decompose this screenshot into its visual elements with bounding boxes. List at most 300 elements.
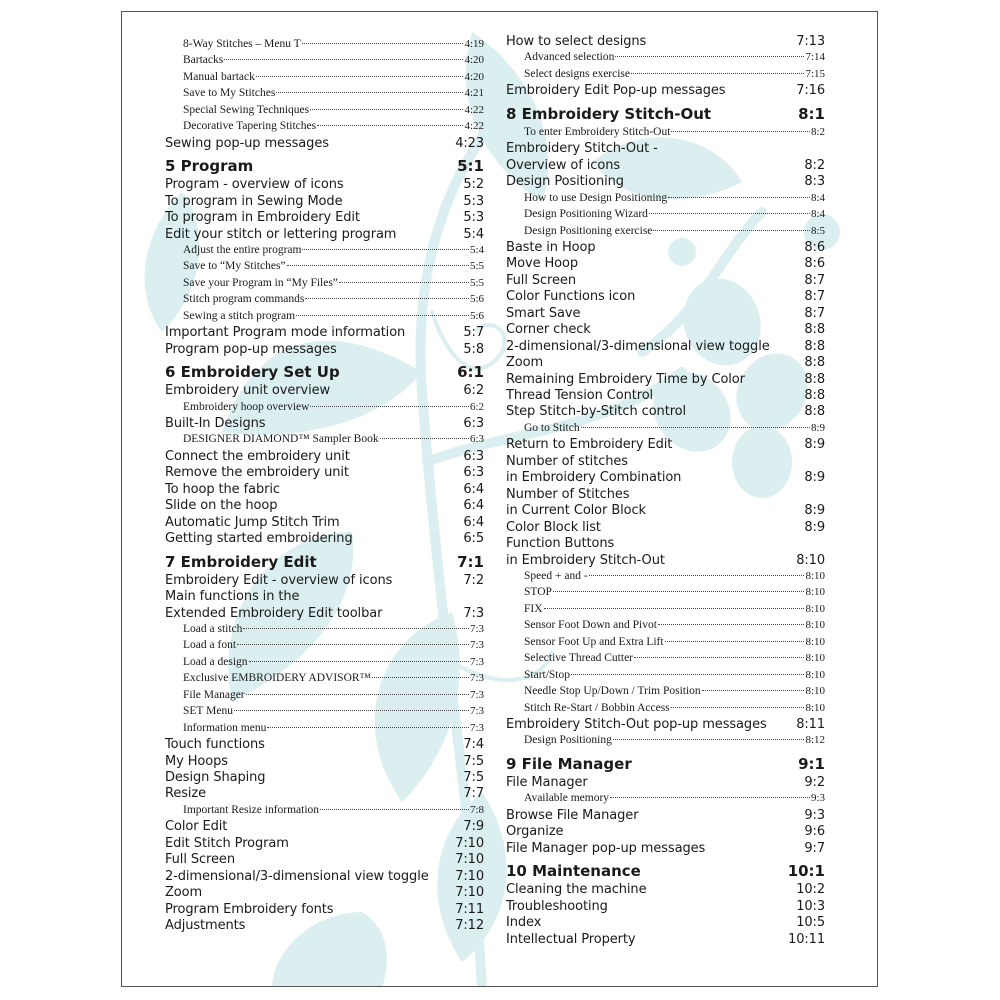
toc-entry[interactable] — [506, 338, 825, 355]
toc-subentry[interactable] — [183, 36, 484, 53]
toc-page-number: 4:20 — [464, 54, 484, 67]
toc-entry-title: Slide on the hoop — [165, 498, 278, 514]
toc-entry[interactable] — [506, 774, 825, 791]
toc-subentry[interactable] — [183, 654, 484, 671]
toc-leader-dots — [234, 710, 469, 711]
toc-entry[interactable] — [506, 823, 825, 840]
toc-page-number: 7:3 — [469, 672, 484, 685]
toc-page-number: 10:5 — [796, 915, 825, 931]
toc-entry-title: Function Buttons — [506, 536, 615, 552]
toc-subentry[interactable] — [183, 85, 484, 102]
toc-entry[interactable] — [165, 135, 484, 152]
toc-entry[interactable] — [506, 387, 825, 404]
toc-entry[interactable] — [506, 33, 825, 50]
toc-entry[interactable] — [506, 403, 825, 420]
toc-page — [121, 11, 878, 987]
toc-leader-dots — [302, 249, 468, 250]
toc-subentry[interactable] — [524, 206, 825, 223]
toc-entry-title: 7 Embroidery Edit — [165, 552, 317, 571]
toc-page-number: 6:2 — [469, 400, 484, 413]
toc-leader-dots — [276, 92, 463, 93]
toc-entry-title: SET Menu — [183, 705, 233, 718]
toc-leader-dots — [287, 265, 469, 266]
toc-page-number: 8:3 — [804, 174, 825, 190]
toc-page-number: 6:2 — [463, 383, 484, 399]
toc-page-number: 7:3 — [469, 721, 484, 734]
toc-subentry[interactable] — [183, 118, 484, 135]
toc-subentry[interactable] — [183, 687, 484, 704]
toc-leader-dots — [310, 109, 463, 110]
toc-page-number: 6:1 — [457, 363, 484, 382]
toc-entry-title: 10 Maintenance — [506, 862, 641, 881]
toc-entry[interactable] — [506, 502, 825, 519]
toc-entry-title: Program Embroidery fonts — [165, 901, 334, 917]
toc-page-number: 5:5 — [469, 276, 484, 289]
toc-subentry[interactable] — [524, 420, 825, 437]
toc-entry-title: Load a font — [183, 639, 237, 652]
toc-entry-title: Embroidery unit overview — [165, 383, 331, 399]
toc-page-number: 5:6 — [469, 293, 484, 306]
toc-page-number: 8:10 — [805, 668, 825, 681]
toc-subentry[interactable] — [524, 124, 825, 141]
toc-entry-title: Bartacks — [183, 54, 224, 67]
toc-entry-title: Embroidery Edit Pop-up messages — [506, 83, 726, 99]
toc-page-number: 8:9 — [804, 437, 825, 453]
toc-entry[interactable] — [165, 736, 484, 753]
toc-page-number: 10:11 — [788, 931, 825, 947]
toc-entry-title: Information menu — [183, 721, 267, 734]
toc-leader-dots — [615, 56, 804, 57]
toc-page-number: 7:16 — [796, 83, 825, 99]
toc-subentry[interactable] — [524, 650, 825, 667]
toc-page-number: 8:10 — [805, 635, 825, 648]
toc-entry-title: Sewing a stitch program — [183, 309, 296, 322]
toc-entry-title: Save your Program in “My Files” — [183, 276, 338, 289]
toc-page-number: 5:7 — [463, 325, 484, 341]
toc-leader-dots — [634, 657, 804, 658]
toc-page-number: 9:1 — [798, 754, 825, 773]
toc-entry[interactable] — [506, 807, 825, 824]
toc-entry-title: Manual bartack — [183, 70, 255, 83]
toc-entry-title: Load a design — [183, 655, 248, 668]
toc-entry-title: Full Screen — [165, 852, 235, 868]
toc-page-number: 8:8 — [804, 404, 825, 420]
toc-entry[interactable] — [165, 209, 484, 226]
toc-entry-title: Smart Save — [506, 305, 581, 321]
toc-entry[interactable] — [165, 851, 484, 868]
toc-entry[interactable] — [165, 588, 484, 605]
toc-entry[interactable] — [506, 82, 825, 99]
toc-entry[interactable] — [165, 530, 484, 547]
toc-entry-title: Save to My Stitches — [183, 87, 276, 100]
toc-subentry[interactable] — [183, 703, 484, 720]
toc-entry-title: Remove the embroidery unit — [165, 465, 349, 481]
toc-entry[interactable] — [506, 140, 825, 157]
toc-leader-dots — [305, 298, 469, 299]
toc-entry-title: Program - overview of icons — [165, 177, 344, 193]
toc-entry[interactable] — [165, 769, 484, 786]
toc-page-number: 7:13 — [796, 34, 825, 49]
toc-entry-title: Move Hoop — [506, 256, 579, 272]
toc-entry-title: Index — [506, 915, 542, 931]
toc-entry-title: Zoom — [165, 885, 203, 901]
toc-entry-title: Sensor Foot Down and Pivot — [524, 619, 657, 632]
toc-entry-title: Embroidery Stitch-Out pop-up messages — [506, 717, 767, 732]
toc-entry[interactable] — [165, 605, 484, 622]
toc-leader-dots — [302, 43, 464, 44]
toc-page-number: 4:22 — [464, 120, 484, 133]
toc-page-number: 9:6 — [804, 824, 825, 840]
toc-entry[interactable] — [165, 481, 484, 498]
toc-leader-dots — [649, 213, 810, 214]
toc-entry-title: 8-Way Stitches – Menu T — [183, 38, 301, 50]
toc-page-number: 6:4 — [463, 498, 484, 514]
toc-page-number: 8:9 — [804, 470, 825, 486]
toc-entry-title: Stitch Re-Start / Bobbin Access — [524, 701, 670, 714]
toc-subentry[interactable] — [524, 66, 825, 83]
toc-page-number: 7:8 — [469, 803, 484, 816]
toc-subentry[interactable] — [183, 102, 484, 119]
toc-leader-dots — [589, 575, 805, 576]
toc-entry-title: My Hoops — [165, 753, 228, 769]
toc-subentry[interactable] — [183, 802, 484, 819]
toc-leader-dots — [224, 59, 463, 60]
toc-entry[interactable] — [506, 321, 825, 338]
toc-leader-dots — [237, 644, 469, 645]
toc-section-heading[interactable] — [506, 104, 825, 124]
toc-entry[interactable] — [165, 497, 484, 514]
toc-page-number: 8:10 — [805, 685, 825, 698]
toc-page-number: 8:10 — [805, 701, 825, 714]
toc-entry[interactable] — [165, 785, 484, 802]
toc-page-number: 9:3 — [804, 807, 825, 823]
toc-leader-dots — [249, 661, 469, 662]
toc-page-number: 7:3 — [469, 688, 484, 701]
toc-entry-title: 8 Embroidery Stitch-Out — [506, 104, 712, 123]
toc-entry[interactable] — [506, 255, 825, 272]
toc-page-number: 8:10 — [805, 602, 825, 615]
toc-page-number: 6:3 — [463, 448, 484, 464]
toc-entry-title: 9 File Manager — [506, 754, 632, 773]
toc-entry[interactable] — [506, 157, 825, 174]
toc-subentry[interactable] — [183, 242, 484, 259]
toc-page-number: 8:10 — [805, 586, 825, 599]
toc-entry-title: 2-dimensional/3-dimensional view toggle — [506, 338, 770, 354]
toc-entry-title: Go to Stitch — [524, 421, 580, 434]
toc-leader-dots — [665, 641, 805, 642]
toc-entry-title: Step Stitch-by-Stitch control — [506, 404, 687, 420]
toc-section-heading[interactable] — [165, 362, 484, 382]
toc-entry-title: Baste in Hoop — [506, 239, 596, 255]
toc-entry-title: Sewing pop-up messages — [165, 135, 329, 151]
toc-entry[interactable] — [165, 193, 484, 210]
toc-entry-title: FIX — [524, 602, 543, 615]
toc-page-number: 4:19 — [464, 38, 484, 50]
toc-subentry[interactable] — [183, 291, 484, 308]
toc-entry-title: Design Positioning — [524, 734, 612, 747]
toc-page-number: 10:2 — [796, 882, 825, 898]
toc-entry[interactable] — [506, 436, 825, 453]
toc-page-number: 8:11 — [796, 717, 825, 732]
toc-page-number: 10:3 — [796, 898, 825, 914]
toc-page-number: 7:9 — [463, 819, 484, 835]
toc-page-number: 7:12 — [455, 918, 484, 934]
toc-entry[interactable] — [165, 818, 484, 835]
toc-subentry[interactable] — [524, 667, 825, 684]
toc-page-number: 7:10 — [455, 868, 484, 884]
toc-subentry[interactable] — [183, 670, 484, 687]
toc-entry-title: Browse File Manager — [506, 807, 639, 823]
toc-entry-title: Exclusive EMBROIDERY ADVISOR™ — [183, 672, 371, 685]
toc-page-number: 7:10 — [455, 885, 484, 901]
toc-page-number: 8:8 — [804, 355, 825, 371]
toc-entry[interactable] — [165, 514, 484, 531]
toc-entry-title: Edit Stitch Program — [165, 835, 289, 851]
toc-entry[interactable] — [506, 371, 825, 388]
toc-leader-dots — [668, 197, 810, 198]
toc-entry-title: Program pop-up messages — [165, 341, 337, 357]
toc-entry-title: Number of Stitches — [506, 486, 630, 502]
toc-entry-title: Special Sewing Techniques — [183, 103, 310, 116]
toc-subentry[interactable] — [524, 568, 825, 585]
toc-entry-title: File Manager pop-up messages — [506, 840, 706, 856]
toc-page-number: 8:8 — [804, 388, 825, 403]
toc-entry-title: Intellectual Property — [506, 931, 636, 947]
toc-page-number: 7:3 — [469, 705, 484, 718]
toc-entry[interactable] — [506, 288, 825, 305]
toc-page-number: 6:5 — [463, 531, 484, 547]
toc-subentry[interactable] — [183, 637, 484, 654]
toc-page-number: 7:3 — [469, 639, 484, 652]
toc-entry[interactable] — [165, 464, 484, 481]
toc-entry-title: Main functions in the — [165, 589, 300, 605]
toc-subentry[interactable] — [183, 69, 484, 86]
toc-page-number: 7:3 — [469, 655, 484, 668]
toc-subentry[interactable] — [524, 584, 825, 601]
toc-subentry[interactable] — [183, 258, 484, 275]
toc-entry-title: Remaining Embroidery Time by Color — [506, 371, 745, 387]
toc-entry-title: Embroidery hoop overview — [183, 400, 310, 413]
toc-subentry[interactable] — [524, 790, 825, 807]
toc-entry[interactable] — [506, 173, 825, 190]
toc-page-number: 8:6 — [804, 239, 825, 255]
toc-entry-title: Color Block list — [506, 519, 601, 535]
toc-page-number: 8:8 — [804, 338, 825, 354]
toc-entry-title: File Manager — [183, 688, 245, 701]
toc-entry[interactable] — [165, 415, 484, 432]
toc-subentry[interactable] — [183, 308, 484, 325]
toc-entry[interactable] — [165, 176, 484, 193]
toc-page-number: 8:9 — [810, 421, 825, 434]
toc-subentry[interactable] — [183, 431, 484, 448]
toc-entry[interactable] — [506, 535, 825, 552]
toc-leader-dots — [544, 608, 805, 609]
toc-page-number: 7:15 — [805, 67, 825, 80]
toc-page-number: 4:20 — [464, 70, 484, 83]
toc-page-number: 8:8 — [804, 322, 825, 338]
toc-leader-dots — [553, 591, 805, 592]
toc-entry[interactable] — [506, 453, 825, 470]
toc-subentry[interactable] — [524, 617, 825, 634]
toc-entry-title: Color Edit — [165, 819, 228, 835]
toc-entry-title: Start/Stop — [524, 668, 571, 681]
toc-entry-title: How to use Design Positioning — [524, 191, 668, 204]
toc-entry[interactable] — [165, 448, 484, 465]
toc-subentry[interactable] — [183, 621, 484, 638]
toc-entry[interactable] — [165, 226, 484, 243]
toc-entry-title: Speed + and - — [524, 569, 588, 582]
toc-page-number: 5:6 — [469, 309, 484, 322]
toc-entry[interactable] — [506, 354, 825, 371]
toc-page-number: 8:9 — [804, 519, 825, 535]
toc-section-heading[interactable] — [506, 861, 825, 881]
toc-page-number: 8:5 — [810, 224, 825, 237]
toc-entry[interactable] — [506, 881, 825, 898]
toc-entry-title: Selective Thread Cutter — [524, 652, 633, 665]
toc-section-heading[interactable] — [165, 552, 484, 572]
toc-page-number: 4:21 — [464, 87, 484, 100]
toc-page-number: 7:1 — [457, 552, 484, 571]
toc-leader-dots — [702, 690, 805, 691]
toc-entry-title: in Embroidery Stitch-Out — [506, 552, 665, 568]
toc-page-number: 8:2 — [804, 157, 825, 173]
toc-subentry[interactable] — [183, 399, 484, 416]
toc-subentry[interactable] — [524, 683, 825, 700]
toc-leader-dots — [671, 707, 805, 708]
toc-page-number: 7:10 — [455, 835, 484, 851]
toc-entry[interactable] — [506, 469, 825, 486]
toc-entry[interactable] — [165, 884, 484, 901]
toc-subentry[interactable] — [524, 634, 825, 651]
toc-entry-title: Color Functions icon — [506, 289, 636, 305]
toc-entry[interactable] — [506, 239, 825, 256]
toc-page-number: 7:7 — [463, 786, 484, 802]
toc-subentry[interactable] — [524, 223, 825, 240]
toc-page-number: 7:3 — [463, 605, 484, 621]
toc-page-number: 7:4 — [463, 737, 484, 753]
toc-subentry[interactable] — [183, 275, 484, 292]
toc-subentry[interactable] — [183, 720, 484, 737]
toc-leader-dots — [671, 131, 810, 132]
toc-entry-title: Troubleshooting — [506, 898, 608, 914]
toc-section-heading[interactable] — [165, 156, 484, 176]
toc-subentry[interactable] — [524, 190, 825, 207]
toc-page-number: 4:23 — [455, 135, 484, 151]
toc-page-number: 5:2 — [463, 177, 484, 193]
toc-subentry[interactable] — [524, 700, 825, 717]
toc-entry[interactable] — [165, 901, 484, 918]
toc-entry[interactable] — [165, 917, 484, 934]
toc-entry[interactable] — [165, 324, 484, 341]
toc-entry-title: Organize — [506, 824, 564, 840]
toc-leader-dots — [372, 677, 469, 678]
toc-entry[interactable] — [165, 382, 484, 399]
toc-page-number: 7:14 — [805, 51, 825, 64]
toc-entry[interactable] — [506, 272, 825, 289]
toc-subentry[interactable] — [524, 732, 825, 749]
toc-page-number: 9:2 — [804, 774, 825, 790]
toc-page-number: 8:10 — [805, 619, 825, 632]
toc-entry-title: To hoop the fabric — [165, 481, 280, 497]
toc-leader-dots — [317, 125, 463, 126]
toc-entry[interactable] — [165, 753, 484, 770]
toc-section-heading[interactable] — [506, 754, 825, 774]
toc-page-number: 8:1 — [798, 104, 825, 123]
toc-entry-title: Decorative Tapering Stitches — [183, 120, 317, 133]
toc-leader-dots — [613, 739, 805, 740]
toc-entry-title: Built-In Designs — [165, 416, 266, 431]
toc-leader-dots — [653, 230, 810, 231]
toc-entry[interactable] — [506, 552, 825, 569]
toc-entry-title: Advanced selection — [524, 51, 615, 64]
toc-entry-title: Design Positioning — [506, 174, 624, 190]
toc-entry-title: Thread Tension Control — [506, 388, 654, 403]
toc-page-number: 5:3 — [463, 210, 484, 226]
toc-entry[interactable] — [506, 716, 825, 733]
toc-page-number: 8:12 — [805, 734, 825, 747]
toc-entry[interactable] — [506, 305, 825, 322]
toc-entry-title: 5 Program — [165, 157, 254, 176]
toc-entry[interactable] — [165, 572, 484, 589]
toc-entry-title: Automatic Jump Stitch Trim — [165, 514, 340, 530]
toc-entry-title: Stitch program commands — [183, 293, 305, 306]
toc-leader-dots — [256, 76, 464, 77]
toc-page-number: 7:5 — [463, 753, 484, 769]
toc-entry-title: Return to Embroidery Edit — [506, 437, 673, 453]
toc-entry-title: Number of stitches — [506, 453, 628, 469]
toc-entry[interactable] — [506, 931, 825, 948]
toc-page-number: 7:5 — [463, 770, 484, 785]
toc-page-number: 5:3 — [463, 193, 484, 209]
toc-entry[interactable] — [506, 519, 825, 536]
toc-leader-dots — [610, 797, 810, 798]
toc-subentry[interactable] — [524, 601, 825, 618]
toc-page-number: 8:8 — [804, 371, 825, 387]
toc-subentry[interactable] — [183, 52, 484, 69]
toc-leader-dots — [571, 674, 804, 675]
toc-entry-title: Touch functions — [165, 737, 265, 753]
toc-entry-title: Important Program mode information — [165, 325, 406, 341]
toc-leader-dots — [310, 406, 468, 407]
toc-page-number: 5:1 — [457, 157, 484, 176]
toc-entry-title: Design Positioning exercise — [524, 224, 653, 237]
toc-leader-dots — [243, 628, 469, 629]
toc-page-number: 7:2 — [463, 572, 484, 588]
toc-page-number: 8:4 — [810, 191, 825, 204]
toc-entry-title: Getting started embroidering — [165, 531, 353, 547]
toc-page-number: 7:3 — [469, 622, 484, 635]
toc-entry[interactable] — [165, 868, 484, 885]
toc-page-number: 6:3 — [463, 465, 484, 481]
toc-entry-title: Zoom — [506, 355, 544, 371]
toc-entry-title: Edit your stitch or lettering program — [165, 226, 397, 242]
toc-entry-title: Resize — [165, 786, 207, 802]
toc-entry[interactable] — [506, 840, 825, 857]
toc-entry[interactable] — [506, 486, 825, 503]
toc-entry[interactable] — [165, 835, 484, 852]
toc-entry-title: Available memory — [524, 792, 610, 805]
toc-entry[interactable] — [165, 341, 484, 358]
toc-entry-title: 6 Embroidery Set Up — [165, 363, 340, 382]
toc-entry[interactable] — [506, 914, 825, 931]
toc-subentry[interactable] — [524, 49, 825, 66]
toc-entry-title: Corner check — [506, 322, 591, 338]
toc-page-number: 9:7 — [804, 840, 825, 856]
toc-entry-title: 2-dimensional/3-dimensional view toggle — [165, 868, 429, 884]
toc-leader-dots — [658, 624, 805, 625]
toc-entry-title: Needle Stop Up/Down / Trim Position — [524, 685, 701, 698]
toc-entry[interactable] — [506, 898, 825, 915]
